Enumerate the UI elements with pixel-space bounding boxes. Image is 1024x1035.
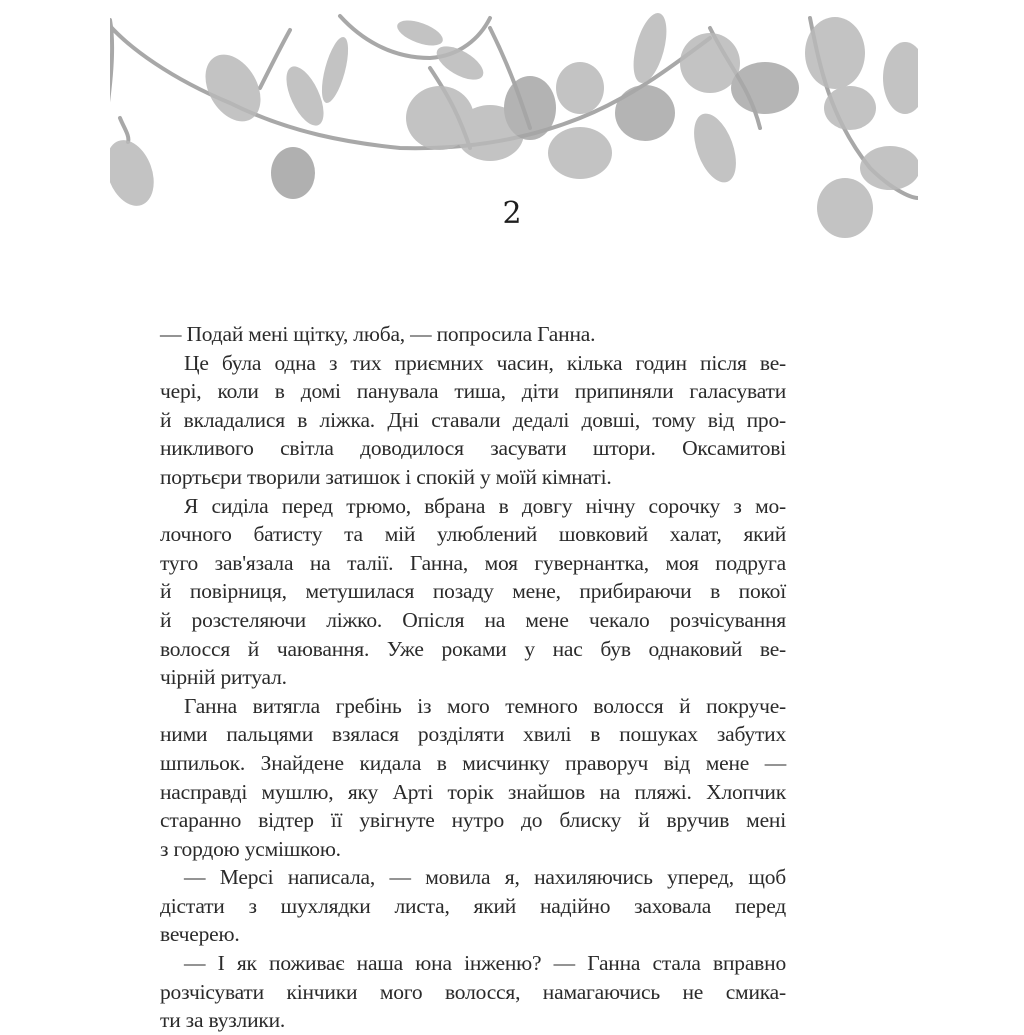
text-line: чері, коли в домі панувала тиша, діти припиняли галасувати xyxy=(160,379,786,404)
text-line: насправді мушлю, яку Арті торік знайшов на пляжі. Хлопчик xyxy=(160,779,786,804)
text-line: ними пальцями взялася розділяти хвилі в пошуках забутих xyxy=(160,722,786,747)
text-line: волосся й чаювання. Уже роками у нас був однаковий ве- xyxy=(160,636,786,661)
text-line: шпильок. Знайдене кидала в мисчинку праворуч від мене — xyxy=(160,750,786,775)
text-line: туго зав'язала на талії. Ганна, моя гувернантка, моя подруга xyxy=(160,550,786,575)
text-line: й вкладалися в ліжка. Дні ставали дедалі довші, тому від про- xyxy=(160,407,786,432)
text-line: лочного батисту та мій улюблений шовковий халат, який xyxy=(160,522,786,547)
body-text xyxy=(160,320,786,1035)
text-line: розчісувати кінчики мого волосся, намагаючись не смика- xyxy=(160,979,786,1004)
text-line: — І як поживає наша юна інженю? — Ганна стала вправно xyxy=(184,951,786,976)
text-line: Це була одна з тих приємних часин, кілька годин після ве- xyxy=(184,350,786,375)
text-line: й розстеляючи ліжко. Опісля на мене чекало розчісування xyxy=(160,607,786,632)
chapter-number: 2 xyxy=(502,196,522,231)
text-line: никливого світла доводилося засувати штори. Оксамитові xyxy=(160,436,786,461)
text-line: — Подай мені щітку, люба, — попросила Ганна. xyxy=(160,322,596,346)
text-line: дістати з шухлядки листа, який надійно заховала перед xyxy=(160,893,786,918)
text-line: старанно відтер її увігнуте нутро до блиску й вручив мені xyxy=(160,808,786,833)
text-line: портьєри творили затишок і спокій у моїй кімнаті. xyxy=(160,464,612,489)
text-line: й повірниця, метушилася позаду мене, прибираючи в покої xyxy=(160,579,786,604)
text-line: Ганна витягла гребінь із мого темного волосся й покруче- xyxy=(184,693,786,718)
text-line: — Мерсі написала, — мовила я, нахиляючись уперед, щоб xyxy=(184,865,786,890)
text-line: з гордою усмішкою. xyxy=(160,836,341,861)
text-line: ти за вузлики. xyxy=(160,1008,286,1033)
text-line: вечерею. xyxy=(160,922,240,947)
text-line: чірній ритуал. xyxy=(160,665,287,690)
text-line: Я сиділа перед трюмо, вбрана в довгу нічну сорочку з мо- xyxy=(184,493,786,518)
